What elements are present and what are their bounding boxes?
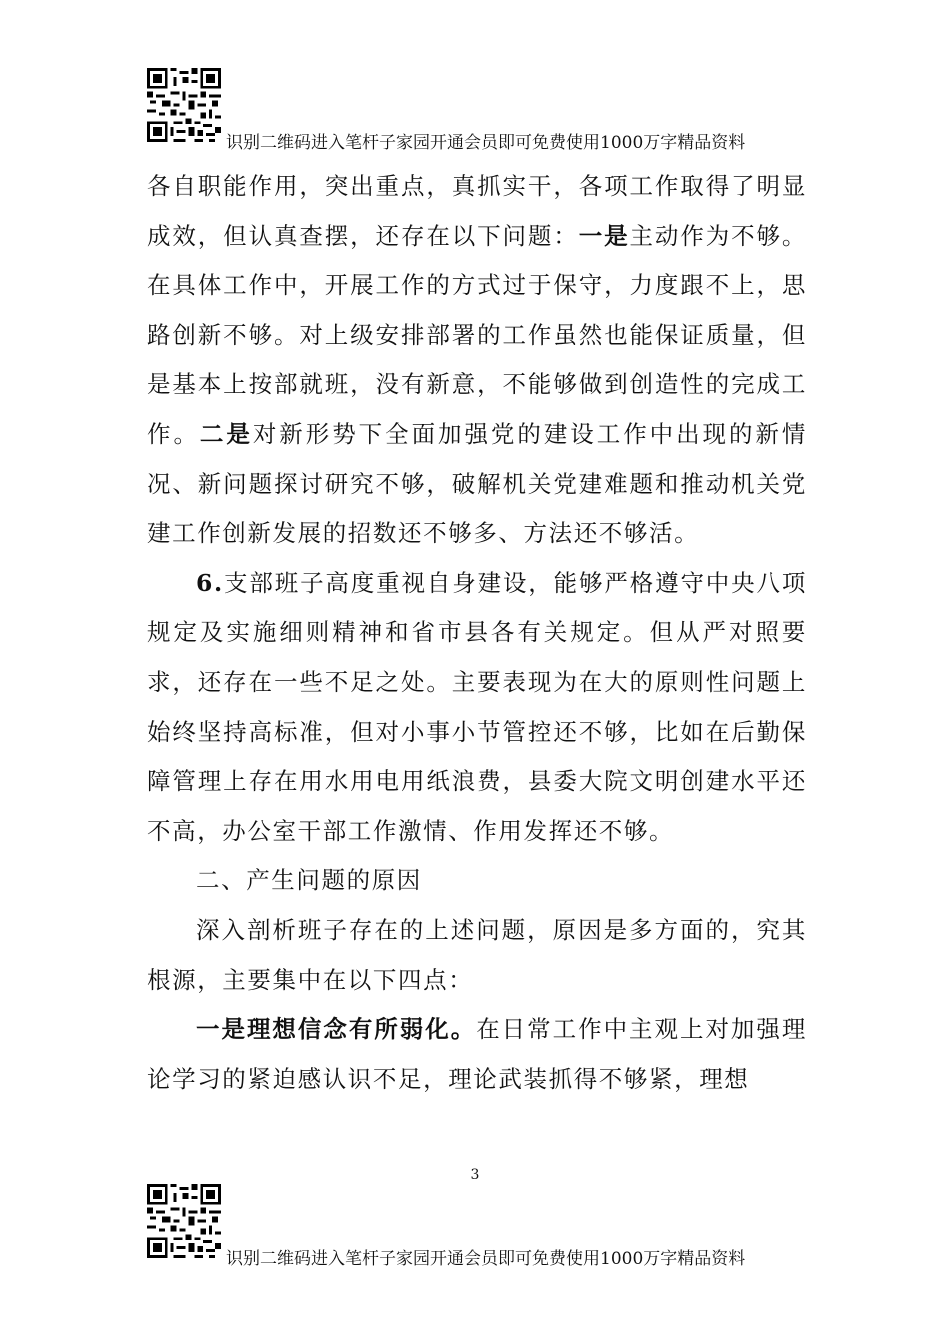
paragraph-item-6: 6.支部班子高度重视自身建设，能够严格遵守中央八项规定及实施细则精神和省市县各有关规定。但从严对照要求，还存在一些不足之处。主要表现为在大的原则性问题上始终坚持高标准，但对小事小节管控还不够，比如在后勤保障管理上存在用水用电用纸浪费，县委大院文明创建水平还不高，办公室干部工作激情、作用发挥还不够。: [147, 568, 807, 845]
promo-banner-top: 识别二维码进入笔杆子家园开通会员即可免费使用1000万字精品资料: [226, 133, 746, 153]
qr-code-top[interactable]: [147, 68, 221, 142]
qr-code-icon: [147, 68, 221, 142]
document-body: [147, 162, 807, 1104]
paragraph-problems: 各自职能作用，突出重点，真抓实干，各项工作取得了明显成效，但认真查摆，还存在以下问题：一是主动作为不够。在具体工作中，开展工作的方式过于保守，力度跟不上，思路创新不够。对上级安排部署的工作虽然也能保证质量，但是基本上按部就班，没有新意，不能够做到创造性的完成工作。二是对新形势下全面加强党的建设工作中出现的新情况、新问题探讨研究不够，破解机关党建难题和推动机关党建工作创新发展的招数还不够多、方法还不够活。: [147, 172, 808, 548]
page-number: 3: [470, 1167, 480, 1183]
paragraph-causes-intro: 深入剖析班子存在的上述问题，原因是多方面的，究其根源，主要集中在以下四点：: [147, 915, 807, 994]
promo-banner-bottom: 识别二维码进入笔杆子家园开通会员即可免费使用1000万字精品资料: [226, 1249, 746, 1269]
qr-code-icon: [147, 1184, 221, 1258]
section-heading: 二、产生问题的原因: [196, 866, 422, 895]
qr-code-bottom[interactable]: [147, 1184, 221, 1258]
paragraph-cause-1: 一是理想信念有所弱化。在日常工作中主观上对加强理论学习的紧迫感认识不足，理论武装抓得不够紧，理想: [147, 1015, 807, 1093]
